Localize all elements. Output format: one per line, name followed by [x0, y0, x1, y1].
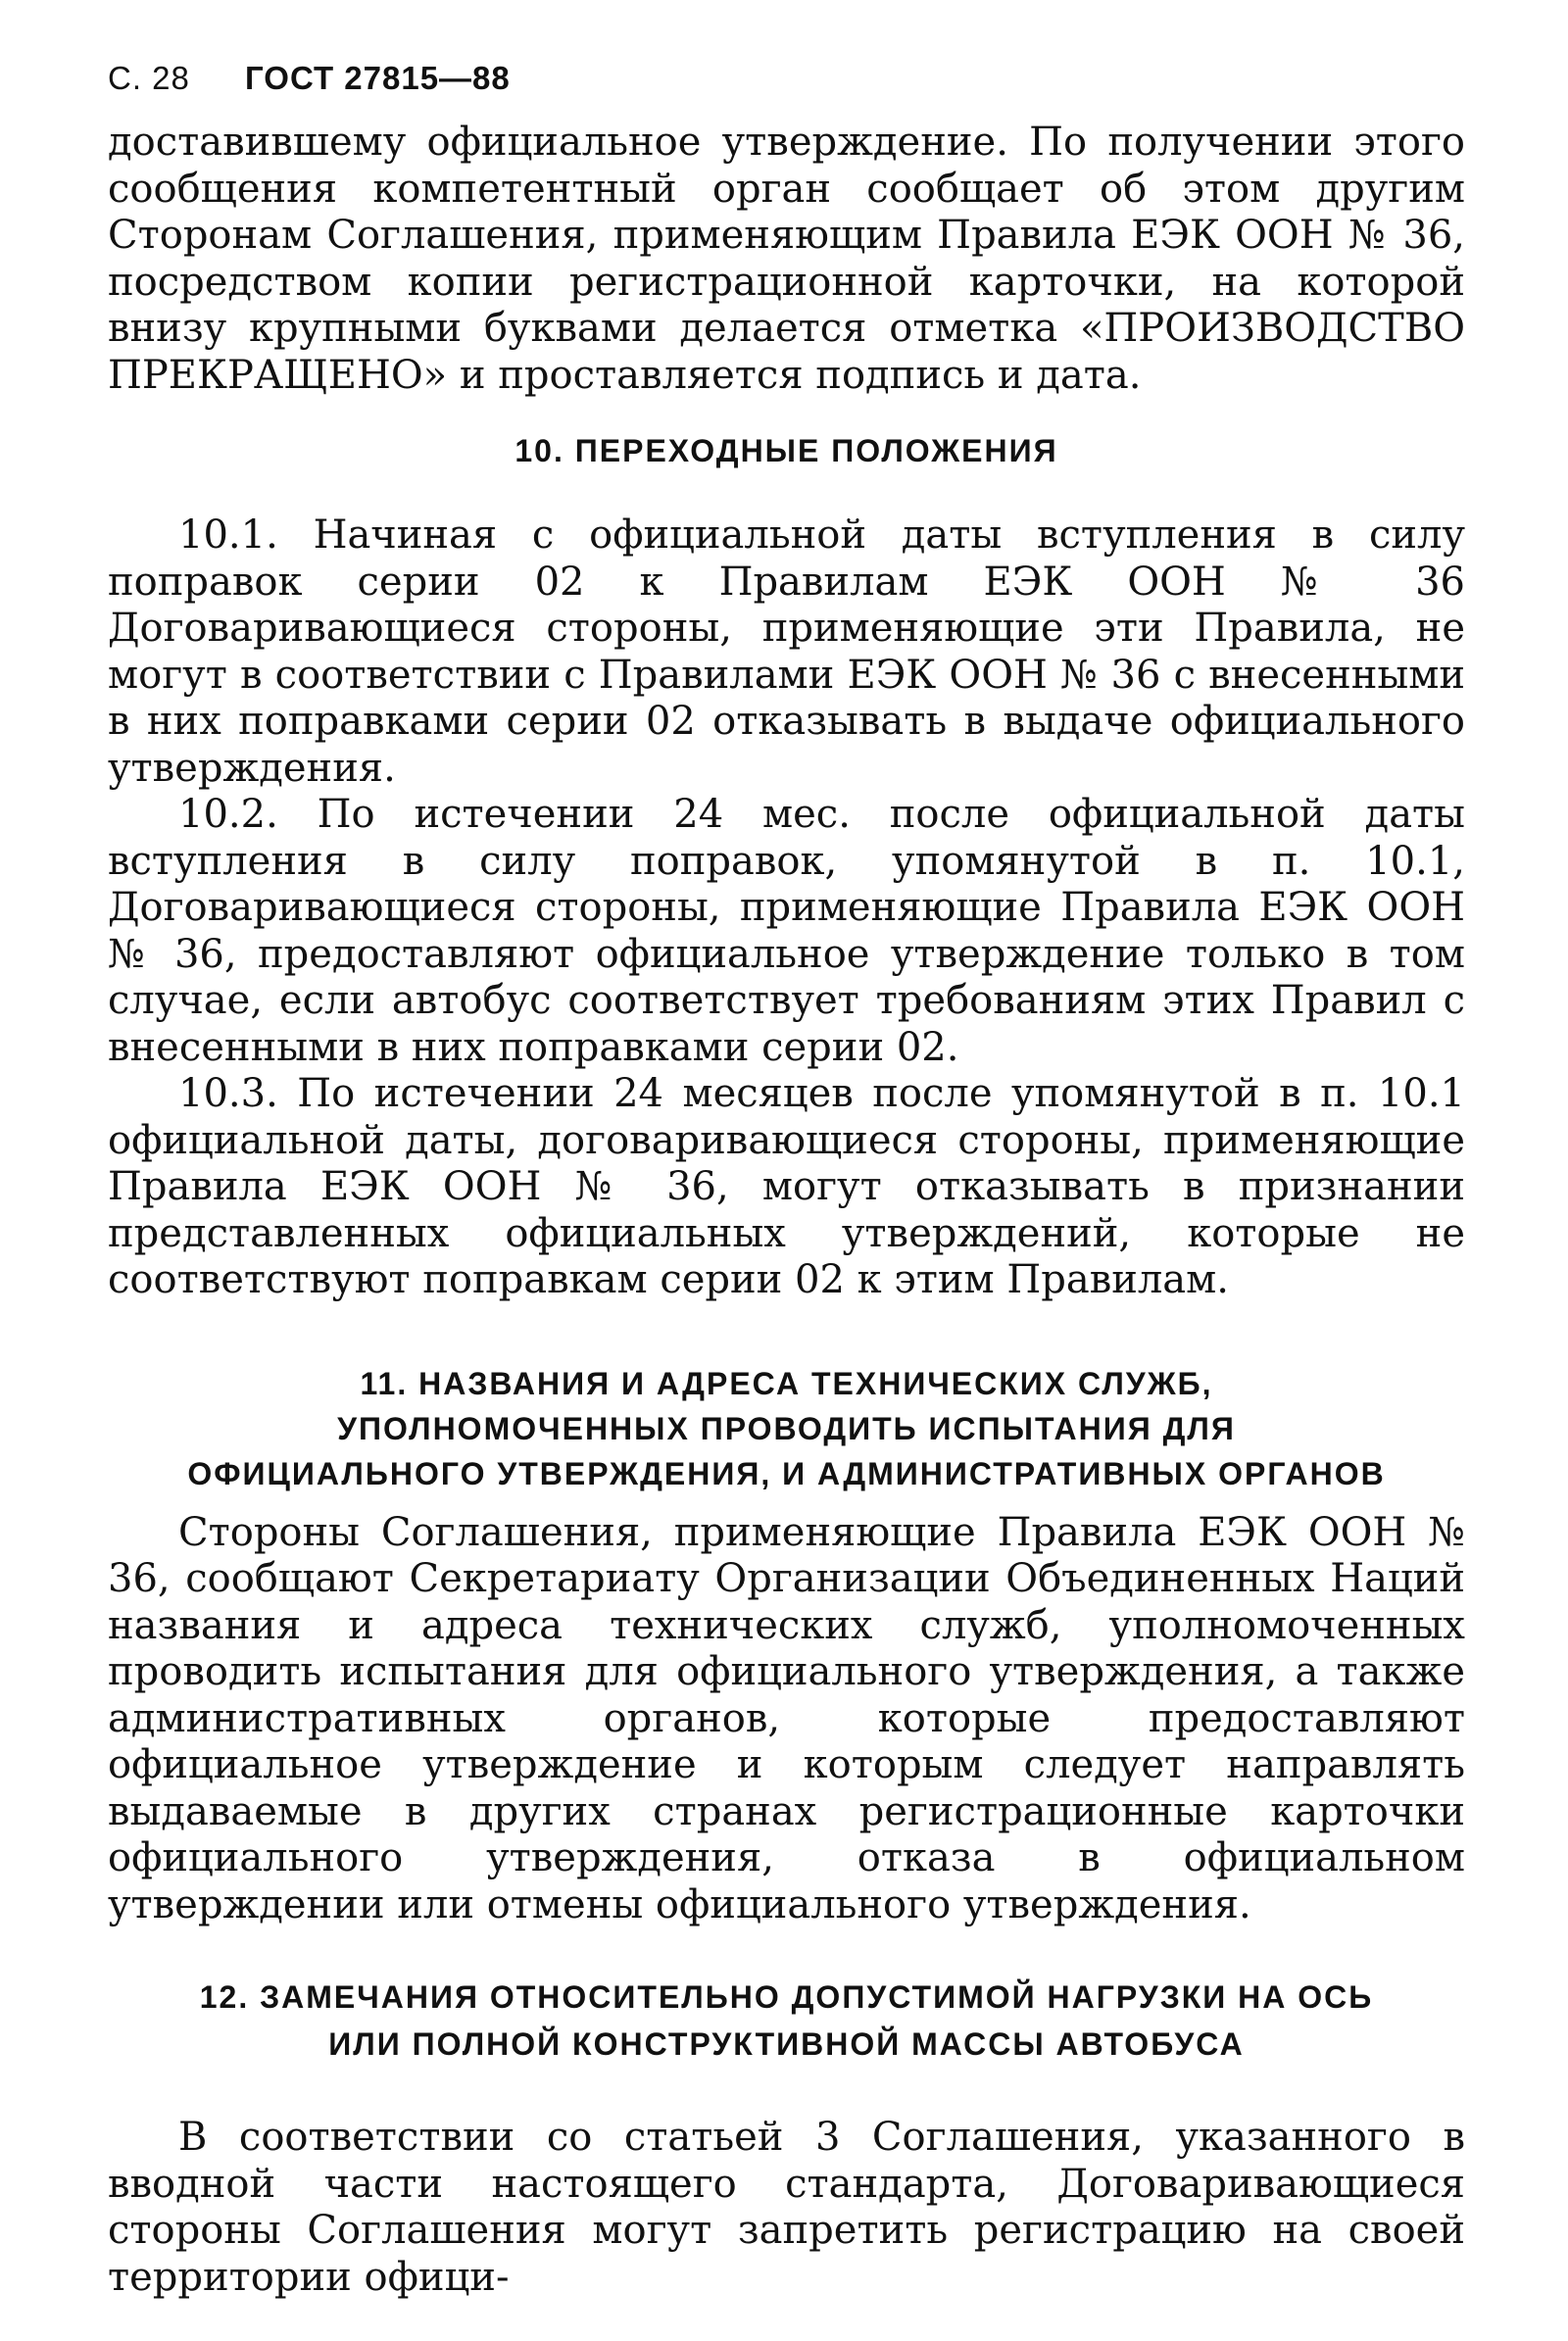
section-10-heading: 10. ПЕРЕХОДНЫЕ ПОЛОЖЕНИЯ	[514, 433, 1058, 468]
paragraph-10-1: 10.1. Начиная с официальной даты вступления в силу поправок серии 02 к Правилам ЕЭК ООН № 36 Договаривающиеся стороны, применяющие эти Правила, не могут в соответствии с Правилами ЕЭК ООН № 36 с внесенными в них поправками серии 02 отказывать в выдаче официального утверждения.	[108, 512, 1465, 791]
paragraph-11: Стороны Соглашения, применяющие Правила ЕЭК ООН № 36, сообщают Секретариату Организации Объединенных Наций названия и адреса технических служб, уполномоченных проводить испытания для официального утверждения, а также административных органов, которые предоставляют официальное утверждение и которым следует направлять выдаваемые в других странах регистрационные карточки официального утверждения, отказа в официальном утверждении или отмены официального утверждения.	[108, 1509, 1465, 1927]
section-11-heading-line-3: ОФИЦИАЛЬНОГО УТВЕРЖДЕНИЯ, И АДМИНИСТРАТИВНЫХ ОРГАНОВ	[187, 1455, 1386, 1491]
section-11-heading-line-1: 11. НАЗВАНИЯ И АДРЕСА ТЕХНИЧЕСКИХ СЛУЖБ,	[360, 1365, 1213, 1401]
standard-designation: ГОСТ 27815—88	[245, 60, 511, 96]
page-number: С. 28	[108, 60, 190, 96]
section-11-heading	[108, 1361, 1465, 1496]
intro-paragraph: доставившему официальное утверждение. По получении этого сообщения компетентный орган сообщает об этом другим Сторонам Соглашения, применяющим Правила ЕЭК ООН № 36, посредством копии регистрационной карточки, на которой внизу крупными буквами делается отметка «ПРОИЗВОДСТВО ПРЕКРАЩЕНО» и проставляется подпись и дата.	[108, 120, 1465, 398]
running-header	[108, 49, 1465, 120]
section-11-heading-line-2: УПОЛНОМОЧЕННЫХ ПРОВОДИТЬ ИСПЫТАНИЯ ДЛЯ	[337, 1410, 1236, 1446]
section-12-heading-line-1: 12. ЗАМЕЧАНИЯ ОТНОСИТЕЛЬНО ДОПУСТИМОЙ НАГРУЗКИ НА ОСЬ	[199, 1979, 1374, 2015]
paragraph-10-3: 10.3. По истечении 24 месяцев после упомянутой в п. 10.1 официальной даты, договаривающиеся стороны, применяющие Правила ЕЭК ООН № 36, могут отказывать в признании представленных официальных утверждений, которые не соответствуют поправкам серии 02 к этим Правилам.	[108, 1071, 1465, 1302]
paragraph-12: В соответствии со статьей 3 Соглашения, указанного в вводной части настоящего стандарта, Договаривающиеся стороны Соглашения могут запретить регистрацию на своей территории офици-	[108, 2115, 1465, 2300]
paragraph-10-2: 10.2. По истечении 24 мес. после официальной даты вступления в силу поправок, упомянутой в п. 10.1, Договаривающиеся стороны, применяющие Правила ЕЭК ООН № 36, предоставляют официальное утверждение только в том случае, если автобус соответствует требованиям этих Правил с внесенными в них поправками серии 02.	[108, 792, 1465, 1070]
section-12-heading	[108, 1974, 1465, 2068]
section-12-heading-line-2: ИЛИ ПОЛНОЙ КОНСТРУКТИВНОЙ МАССЫ АВТОБУСА	[328, 2026, 1245, 2062]
document-page	[108, 49, 1465, 2301]
